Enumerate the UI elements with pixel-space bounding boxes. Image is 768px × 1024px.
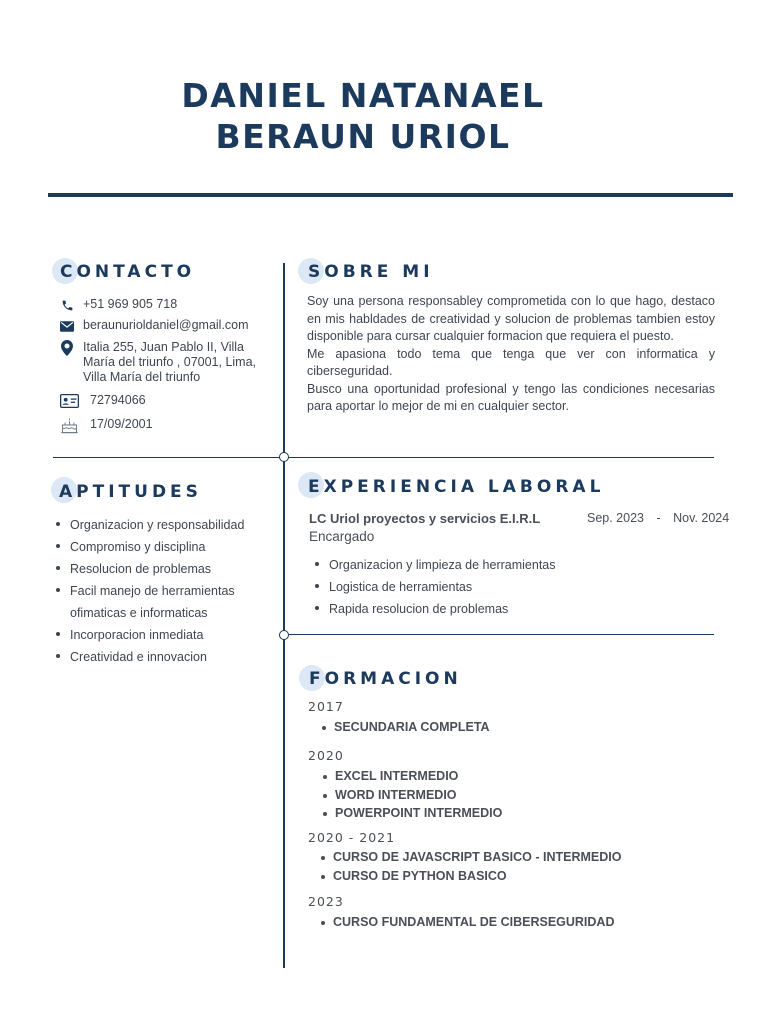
- education-title: FORMACION: [309, 669, 462, 689]
- header-divider: [48, 193, 733, 197]
- education-year: 2020: [308, 748, 344, 763]
- mail-icon: [58, 318, 76, 334]
- about-paragraph-2: Me apasiona todo tema que tenga que ver con informatica y ciberseguridad.: [307, 346, 715, 378]
- horizontal-divider-1: [53, 457, 714, 458]
- job-tasks: [313, 554, 556, 620]
- name-line-2: BERAUN URIOL: [215, 117, 511, 156]
- skill-item: Creatividad e innovacion: [54, 646, 244, 668]
- address-line-2: María del triunfo , 07001, Lima,: [83, 355, 257, 369]
- horizontal-divider-2: [289, 634, 714, 635]
- birthday-cake-icon: [58, 417, 80, 433]
- skills-title: APTITUDES: [59, 482, 202, 502]
- course-item: POWERPOINT INTERMEDIO: [321, 804, 502, 823]
- course-item: CURSO FUNDAMENTAL DE CIBERSEGURIDAD: [319, 913, 615, 932]
- skill-item: Resolucion de problemas: [54, 558, 244, 580]
- skill-item: Compromiso y disciplina: [54, 536, 244, 558]
- phone-icon: [58, 297, 76, 313]
- about-paragraph-1: Soy una persona responsabley comprometida con lo que hago, destaco en mis habldades de creatividad y solucion de problemas tambien estoy disponible para cursar cualquier formacion que requiera el puesto.: [307, 294, 715, 343]
- address-line-1: Italia 255, Juan Pablo II, Villa: [83, 340, 244, 354]
- education-year: 2023: [308, 894, 344, 909]
- skill-item: Facil manejo de herramientas: [54, 580, 244, 602]
- job-date-separator: -: [656, 511, 661, 525]
- email-text: beraunurioldaniel@gmail.com: [83, 318, 249, 332]
- skills-list: [54, 514, 244, 668]
- education-courses: [319, 913, 615, 932]
- skill-item-continued: ofimaticas e informaticas: [70, 606, 208, 620]
- job-task-item: Rapida resolucion de problemas: [313, 598, 556, 620]
- divider-node-1: [279, 452, 289, 462]
- course-item: WORD INTERMEDIO: [321, 786, 502, 805]
- contact-address: [58, 340, 256, 385]
- experience-title: EXPERIENCIA LABORAL: [308, 477, 605, 497]
- address-text: [83, 340, 256, 385]
- education-courses: [320, 718, 490, 737]
- location-pin-icon: [58, 340, 76, 356]
- divider-node-2: [279, 630, 289, 640]
- job-date-start: Sep. 2023: [587, 511, 644, 525]
- id-number-text: 72794066: [90, 393, 146, 407]
- contact-email: [58, 318, 249, 334]
- course-item: EXCEL INTERMEDIO: [321, 767, 502, 786]
- about-title: SOBRE MI: [308, 262, 434, 282]
- skill-item: Incorporacion inmediata: [54, 624, 244, 646]
- education-year: 2020 - 2021: [308, 830, 396, 845]
- address-line-3: Villa María del triunfo: [83, 370, 201, 384]
- contact-id: [58, 393, 146, 409]
- contact-birthdate: [58, 417, 153, 433]
- phone-text: +51 969 905 718: [83, 297, 178, 311]
- course-item: CURSO DE JAVASCRIPT BASICO - INTERMEDIO: [319, 848, 621, 867]
- skill-item: Organizacion y responsabilidad: [54, 514, 244, 536]
- education-year: 2017: [308, 699, 344, 714]
- job-dates: [587, 511, 729, 525]
- job-date-end: Nov. 2024: [673, 511, 730, 525]
- birthdate-text: 17/09/2001: [90, 417, 153, 431]
- name-line-1: DANIEL NATANAEL: [181, 76, 545, 115]
- job-role: Encargado: [309, 529, 375, 544]
- education-courses: [319, 848, 621, 885]
- job-task-item: Logistica de herramientas: [313, 576, 556, 598]
- id-card-icon: [58, 393, 80, 409]
- job-company: LC Uriol proyectos y servicios E.I.R.L: [309, 511, 541, 526]
- job-task-item: Organizacion y limpieza de herramientas: [313, 554, 556, 576]
- course-item: CURSO DE PYTHON BASICO: [319, 867, 621, 886]
- education-courses: [321, 767, 502, 823]
- course-item: SECUNDARIA COMPLETA: [320, 718, 490, 737]
- contact-title: CONTACTO: [60, 262, 196, 282]
- about-paragraph-3: Busco una oportunidad profesional y tengo las condiciones necesarias para aportar lo mejor de mi en cualquier sector.: [307, 381, 715, 413]
- contact-phone: [58, 297, 177, 313]
- about-text: [307, 293, 715, 416]
- vertical-divider: [283, 263, 285, 968]
